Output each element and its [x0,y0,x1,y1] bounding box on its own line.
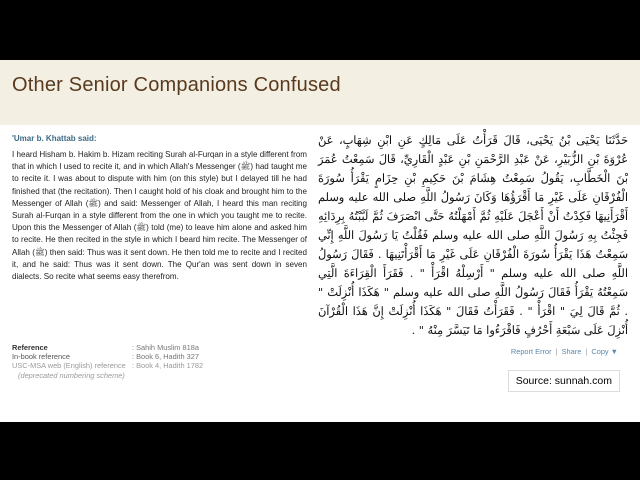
reference-value: : Sahih Muslim 818a [132,343,199,352]
copy-dropdown[interactable]: Copy ▼ [591,347,618,356]
in-book-reference-value: : Book 6, Hadith 327 [132,352,199,362]
action-separator: | [585,347,588,356]
slide [0,60,640,422]
hadith-actions [511,347,618,356]
english-paragraph: I heard Hisham b. Hakim b. Hizam reciting Surah al-Furqan in a style different from that in which I used to recite it, and in which Allah's Messenger (ﷺ) had taught me to recite it. I was about to dispute with him (on this style) but I delayed till he had finished that (the recitation). Then I caught hold of his cloak and brought him to the Messenger of Allah (ﷺ) and said: Messenger of Allah, I heard this man reciting Surah al-Furqan in a style different from the one in which you taught me to recite. Upon this the Messenger of Allah (ﷺ) told (me) to leave him alone and asked him to recite. He then recited in the style in which I beard him recite. The Messenger of Allah (ﷺ) then said: Thus was it sent down. He then told me to recite and I recited it, and he said: Thus was it sent down. The Qur'an was sent down in seven dialects. So recite what seems easy therefrom. [12,150,308,282]
usc-msa-reference-value: : Book 4, Hadith 1782 [132,361,204,371]
hadith-card [0,125,640,422]
reference-row [12,343,272,352]
narrator-line: 'Umar b. Khattab said: [12,134,97,143]
source-label: Source: sunnah.com [508,370,620,392]
usc-msa-reference-label: USC-MSA web (English) reference [12,361,126,371]
reference-table [12,343,272,380]
arabic-text: حَدَّثَنَا يَحْيَى بْنُ يَحْيَى، قَالَ قَرَأْتُ عَلَى مَالِكٍ عَنِ ابْنِ شِهَابٍ، عَنْ عُرْوَةَ بْنِ الزُّبَيْرِ، عَنْ عَبْدِ الرَّحْمَنِ بْنِ عَبْدٍ الْقَارِيِّ، قَالَ سَمِعْتُ عُمَرَ بْنَ الْخَطَّابِ، يَقُولُ سَمِعْتُ هِشَامَ بْنَ حَكِيمِ بْنِ حِزَامٍ يَقْرَأُ سُورَةَ الْفُرْقَانِ عَلَى غَيْرِ مَا أَقْرَؤُهَا وَكَانَ رَسُولُ اللَّهِ صلى الله عليه وسلم أَقْرَأَنِيهَا فَكِدْتُ أَنْ أَعْجَلَ عَلَيْهِ ثُمَّ أَمْهَلْتُهُ حَتَّى انْصَرَفَ ثُمَّ لَبَّبْتُهُ بِرِدَائِهِ فَجِئْتُ بِهِ رَسُولَ اللَّهِ صلى الله عليه وسلم فَقُلْتُ يَا رَسُولَ اللَّهِ إِنِّي سَمِعْتُ هَذَا يَقْرَأُ سُورَةَ الْفُرْقَانِ عَلَى غَيْرِ مَا أَقْرَأْتَنِيهَا ‏.‏ فَقَالَ رَسُولُ اللَّهِ صلى الله عليه وسلم ‏"‏ أَرْسِلْهُ اقْرَأْ ‏"‏ ‏.‏ فَقَرَأَ الْقِرَاءَةَ الَّتِي سَمِعْتُهُ يَقْرَأُ فَقَالَ رَسُولُ اللَّهِ صلى الله عليه وسلم ‏"‏ هَكَذَا أُنْزِلَتْ ‏"‏ ‏.‏ ثُمَّ قَالَ لِيَ ‏"‏ اقْرَأْ ‏"‏ ‏.‏ فَقَرَأْتُ فَقَالَ ‏"‏ هَكَذَا أُنْزِلَتْ إِنَّ هَذَا الْقُرْآنَ أُنْزِلَ عَلَى سَبْعَةِ أَحْرُفٍ فَاقْرَءُوا مَا تَيَسَّرَ مِنْهُ ‏"‏ ‏.‏ [318,134,628,337]
deprecated-note-row [12,371,272,380]
action-separator: | [555,347,558,356]
in-book-reference-label: In-book reference [12,352,70,362]
in-book-reference-row [12,352,272,361]
english-text [12,149,307,283]
slide-title: Other Senior Companions Confused [12,74,341,96]
usc-msa-reference-row [12,361,272,370]
share-link[interactable]: Share [561,347,582,356]
reference-label: Reference [12,343,48,352]
report-error-link[interactable]: Report Error [510,347,552,356]
deprecated-note: (deprecated numbering scheme) [18,370,125,380]
